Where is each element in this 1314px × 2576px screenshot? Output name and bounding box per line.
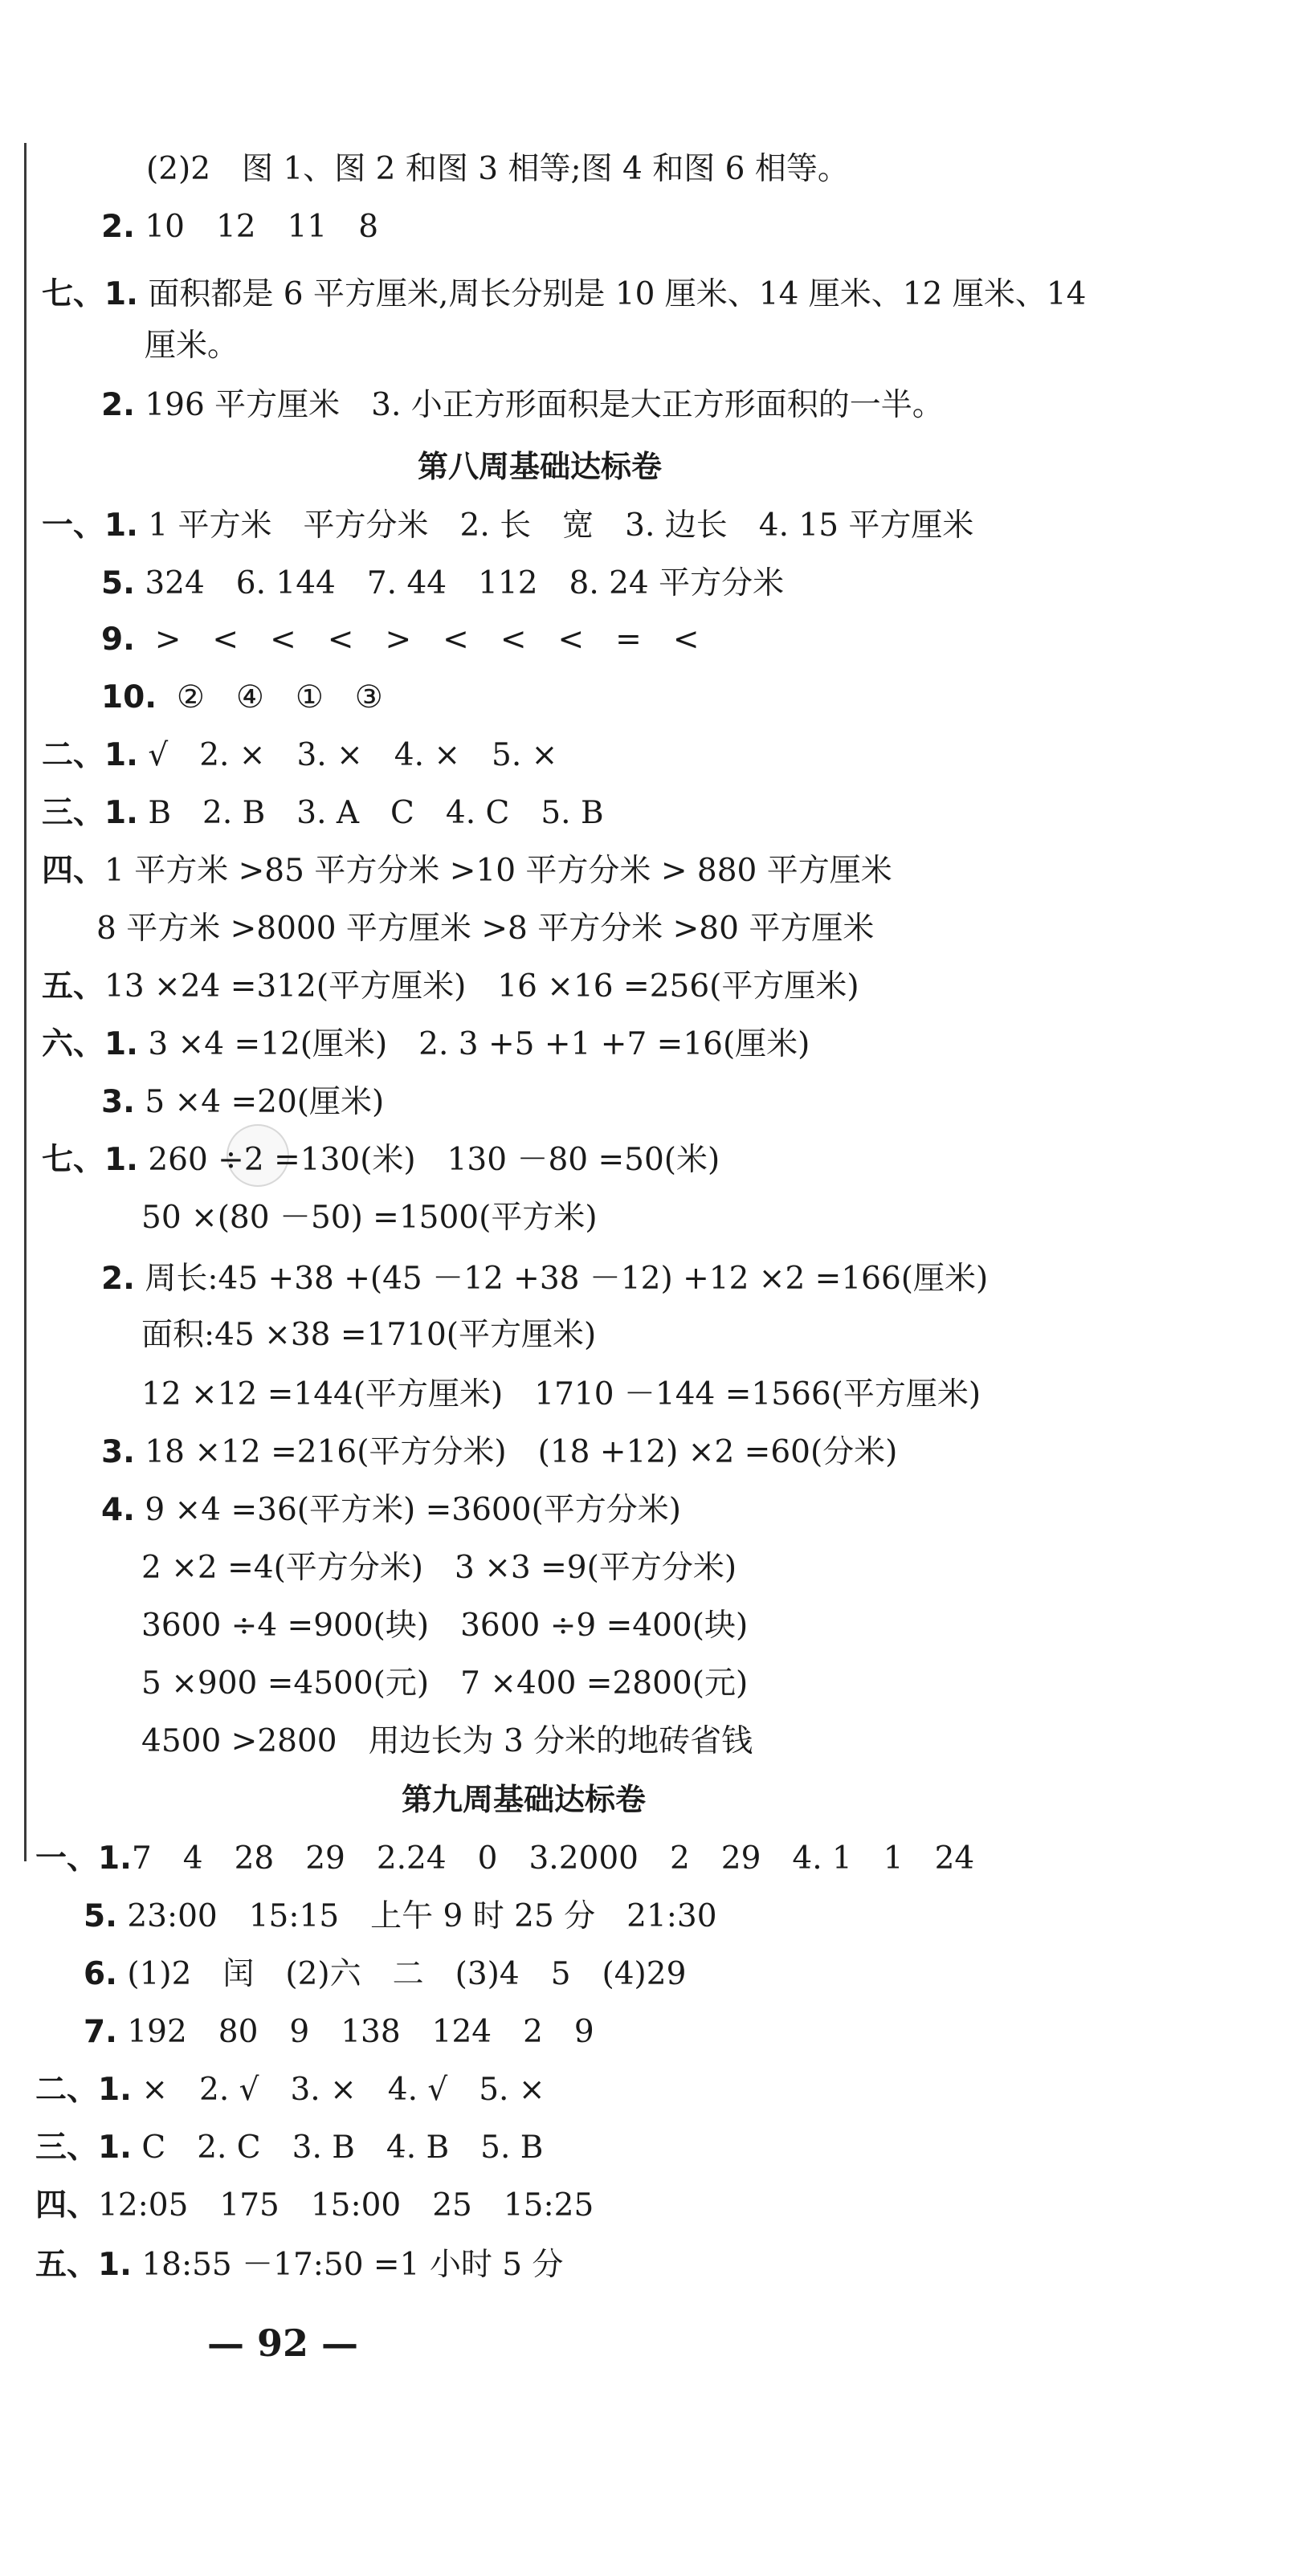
answer-line: 7. 192 80 9 138 124 2 9 <box>84 2014 594 2050</box>
answer-line: 2 ×2 =4(平方分米) 3 ×3 =9(平方分米) <box>141 1550 737 1586</box>
answer-line: 四、1 平方米 >85 平方分米 >10 平方分米 > 880 平方厘米 <box>42 853 892 889</box>
answer-line: (2)2 图 1、图 2 和图 3 相等;图 4 和图 6 相等。 <box>146 151 849 187</box>
answer-line: 二、1. × 2. √ 3. × 4. √ 5. × <box>35 2072 545 2108</box>
answer-line: 50 ×(80 －50) =1500(平方米) <box>141 1200 598 1236</box>
answer-line: 四、12:05 175 15:00 25 15:25 <box>35 2187 594 2223</box>
answer-line: 4500 >2800 用边长为 3 分米的地砖省钱 <box>141 1723 753 1759</box>
section-heading: 第八周基础达标卷 <box>418 449 663 484</box>
answer-line: 2. 196 平方厘米 3. 小正方形面积是大正方形面积的一半。 <box>101 387 944 423</box>
section-heading: 第九周基础达标卷 <box>402 1782 647 1817</box>
answer-line: 9. > < < < > < < < = < <box>101 622 700 658</box>
answer-line: 5 ×900 =4500(元) 7 ×400 =2800(元) <box>141 1665 749 1702</box>
answer-line: 2. 10 12 11 8 <box>101 209 379 245</box>
answer-line: 8 平方米 >8000 平方厘米 >8 平方分米 >80 平方厘米 <box>96 911 875 947</box>
answer-line: 5. 324 6. 144 7. 44 112 8. 24 平方分米 <box>101 565 785 601</box>
answer-line: 3. 5 ×4 =20(厘米) <box>101 1084 385 1120</box>
page-number: — 92 — <box>207 2321 359 2365</box>
answer-line: 一、1. 1 平方米 平方分米 2. 长 宽 3. 边长 4. 15 平方厘米 <box>42 507 974 544</box>
answer-line: 三、1. C 2. C 3. B 4. B 5. B <box>35 2130 544 2166</box>
answer-line: 4. 9 ×4 =36(平方米) =3600(平方分米) <box>101 1492 681 1528</box>
answer-line: 5. 23:00 15:15 上午 9 时 25 分 21:30 <box>84 1898 717 1934</box>
answer-line: 10. ② ④ ① ③ <box>101 679 383 715</box>
answer-line: 12 ×12 =144(平方厘米) 1710 －144 =1566(平方厘米) <box>141 1376 981 1412</box>
answer-line: 3. 18 ×12 =216(平方分米) (18 +12) ×2 =60(分米) <box>101 1434 898 1470</box>
answer-line: 二、1. √ 2. × 3. × 4. × 5. × <box>42 737 558 773</box>
answer-line: 六、1. 3 ×4 =12(厘米) 2. 3 +5 +1 +7 =16(厘米) <box>42 1026 810 1062</box>
answer-line: 七、1. 面积都是 6 平方厘米,周长分别是 10 厘米、14 厘米、12 厘米、14 <box>42 276 1087 312</box>
answer-line: 三、1. B 2. B 3. A C 4. C 5. B <box>42 795 604 831</box>
answer-line: 3600 ÷4 =900(块) 3600 ÷9 =400(块) <box>141 1608 749 1644</box>
answer-line: 面积:45 ×38 =1710(平方厘米) <box>141 1317 597 1353</box>
answer-line: 五、1. 18:55 －17:50 =1 小时 5 分 <box>35 2247 564 2283</box>
answer-line: 6. (1)2 闰 (2)六 二 (3)4 5 (4)29 <box>84 1956 687 1992</box>
answer-line: 2. 周长:45 +38 +(45 －12 +38 －12) +12 ×2 =166(厘米) <box>101 1261 989 1297</box>
answer-line: 一、1.7 4 28 29 2.24 0 3.2000 2 29 4. 1 1 24 <box>35 1840 975 1877</box>
answer-line: 七、1. 260 ÷2 =130(米) 130 －80 =50(米) <box>42 1142 720 1178</box>
answer-line: 厘米。 <box>145 328 239 364</box>
answer-line: 五、13 ×24 =312(平方厘米) 16 ×16 =256(平方厘米) <box>42 968 859 1005</box>
